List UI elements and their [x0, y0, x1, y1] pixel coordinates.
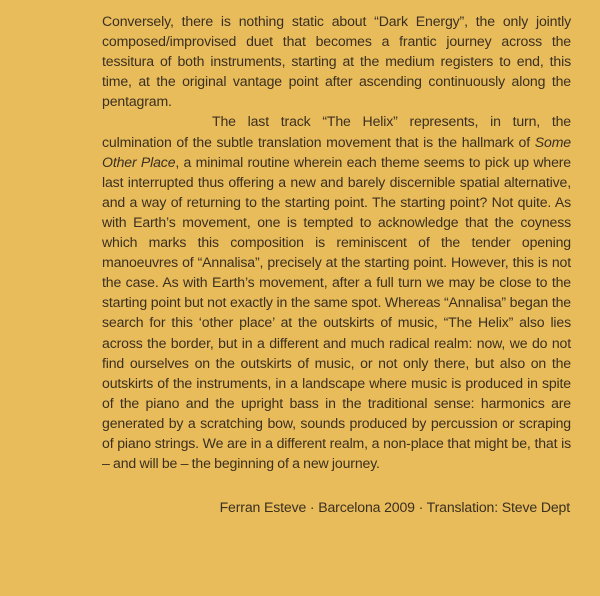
paragraph-dark-energy: Conversely, there is nothing static about “Dark Energy”, the only jointly composed/improvised duet that becomes a frantic journey across the tessitura of both instruments, starting at the medium registers to end, this time, at the original vantage point after ascending continuously along the pentagram.: [102, 13, 571, 110]
paragraph-the-helix: [102, 111, 571, 473]
album-title: Some Other Place: [102, 133, 571, 170]
author-credit: Ferran Esteve · Barcelona 2009 · Translation: Steve Dept: [219, 499, 570, 515]
paragraph-the-helix-end: , a minimal routine wherein each theme seems to pick up where last interrupted thus offering a new and barely discernible spatial alternative, and a way of returning to the starting point. The starting point? Not quite. As with Earth’s movement, one is tempted to acknowledge that the coyness which marks this composition is reminiscent of the tender opening manoeuvres of “Annalisa”, precisely at the starting point. However, this is not the case. As with Earth’s movement, after a full turn we may be close to the starting point but not exactly in the same spot. Whereas “Annalisa” began the search for this ‘other place’ at the outskirts of music, “The Helix” also lies across the border, but in a different and much radical realm: now, we do not find ourselves on the outskirts of music, or not only there, but also on the outskirts of the instruments, in a landscape where music is produced in spite of the piano and the upright bass in the traditional sense: harmonics are generated by a scratching bow, sounds produced by percussion or scraping of piano strings. We are in a different realm, a non-place that might be, that is – and will be – the beginning of a new journey.: [102, 153, 571, 472]
paragraph-the-helix-start: The last track “The Helix” represents, in turn, the culmination of the subtle translation movement that is the hallmark of: [102, 113, 571, 150]
body-text: [102, 11, 571, 473]
